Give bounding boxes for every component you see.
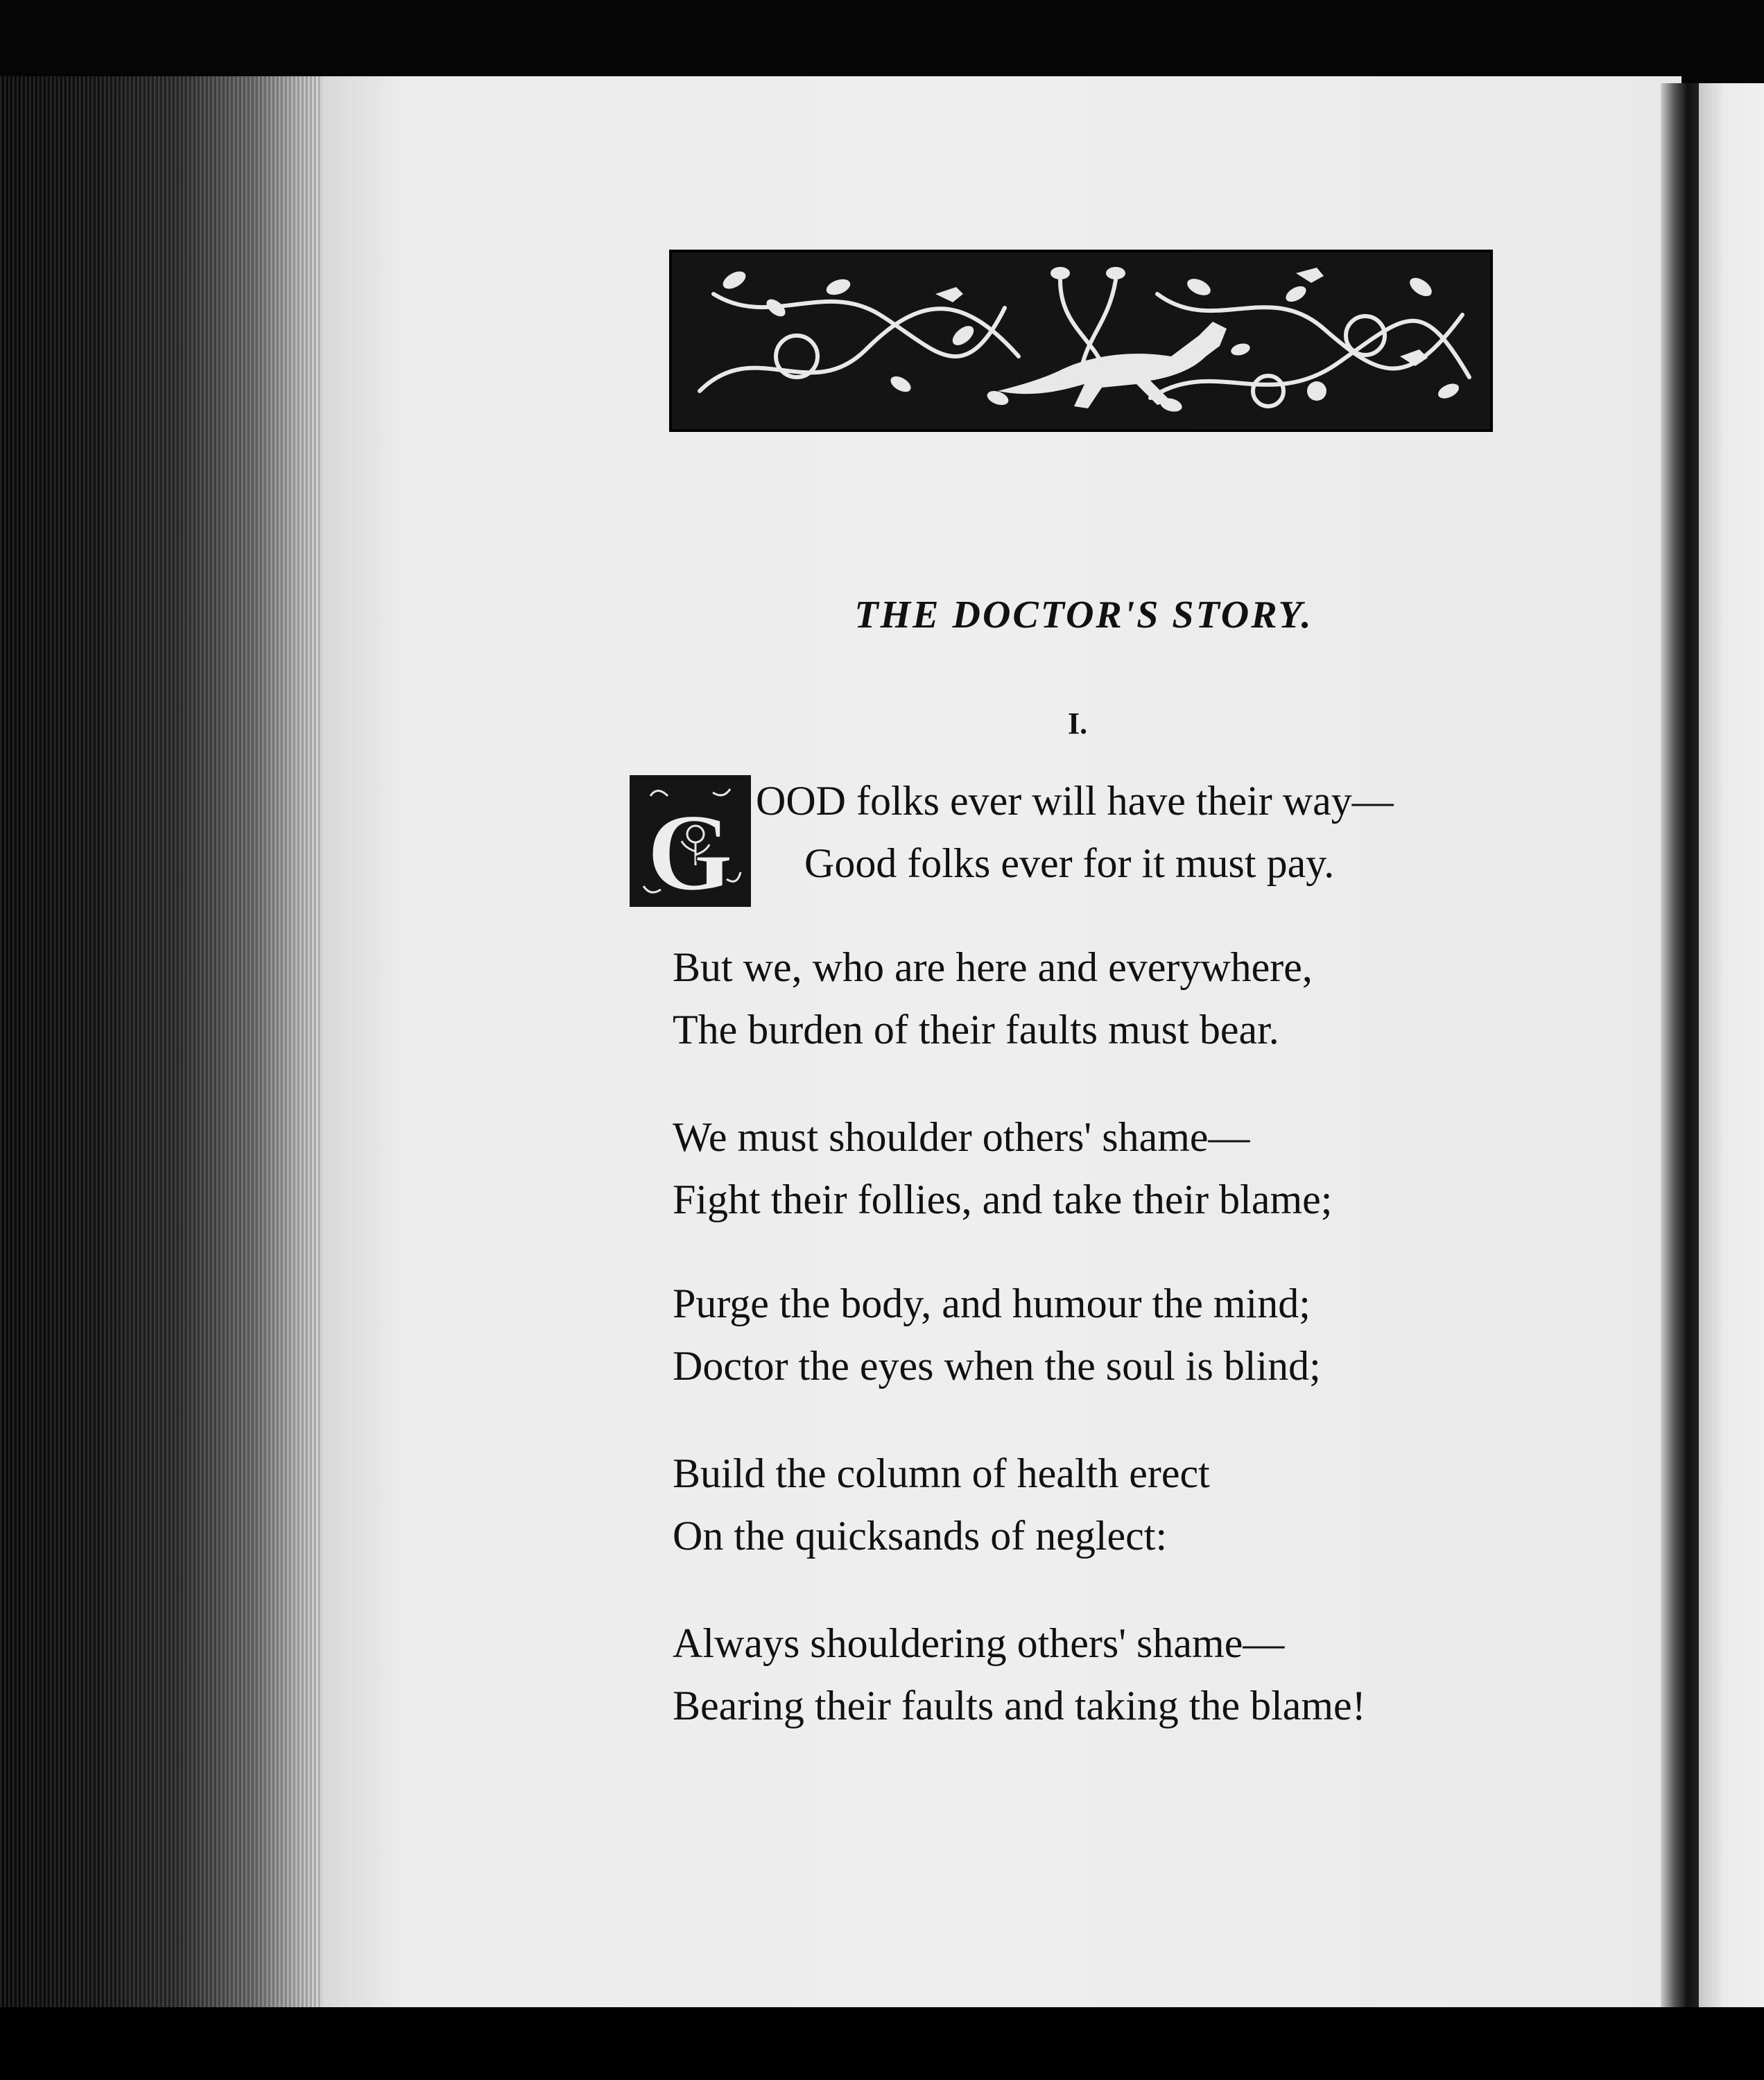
chapter-title-wrapper — [0, 593, 1764, 637]
fox-and-birds-foliage-headpiece-icon — [669, 250, 1493, 432]
poem-line-11: Always shouldering others' shame— — [673, 1620, 1285, 1666]
floral-drop-cap-icon — [630, 775, 751, 907]
section-number: I. — [1068, 707, 1088, 740]
poem-line-8: Doctor the eyes when the soul is blind; — [673, 1343, 1321, 1389]
poem-line-7: Purge the body, and humour the mind; — [673, 1281, 1311, 1326]
poem-line-9: Build the column of health erect — [673, 1450, 1210, 1496]
poem-line-2: Good folks ever for it must pay. — [804, 840, 1335, 886]
facing-page-edge — [1699, 83, 1764, 2011]
drop-cap-letter: G — [646, 790, 734, 907]
chapter-title: THE DOCTOR'S STORY. — [854, 593, 1313, 636]
poem-line-5: We must shoulder others' shame— — [673, 1114, 1250, 1160]
poem-line-3: But we, who are here and everywhere, — [673, 944, 1313, 990]
scan-bottom-border — [0, 2007, 1764, 2080]
poem-line-10: On the quicksands of neglect: — [673, 1513, 1168, 1559]
book-fore-edge — [0, 76, 326, 2011]
poem-line-4: The burden of their faults must bear. — [673, 1007, 1279, 1052]
poem-line-12: Bearing their faults and taking the blame! — [673, 1683, 1366, 1728]
book-gutter-shadow — [1661, 83, 1699, 2011]
poem-line-6: Fight their follies, and take their blame; — [673, 1177, 1333, 1222]
poem-line-1: OOD folks ever will have their way— — [756, 778, 1394, 824]
